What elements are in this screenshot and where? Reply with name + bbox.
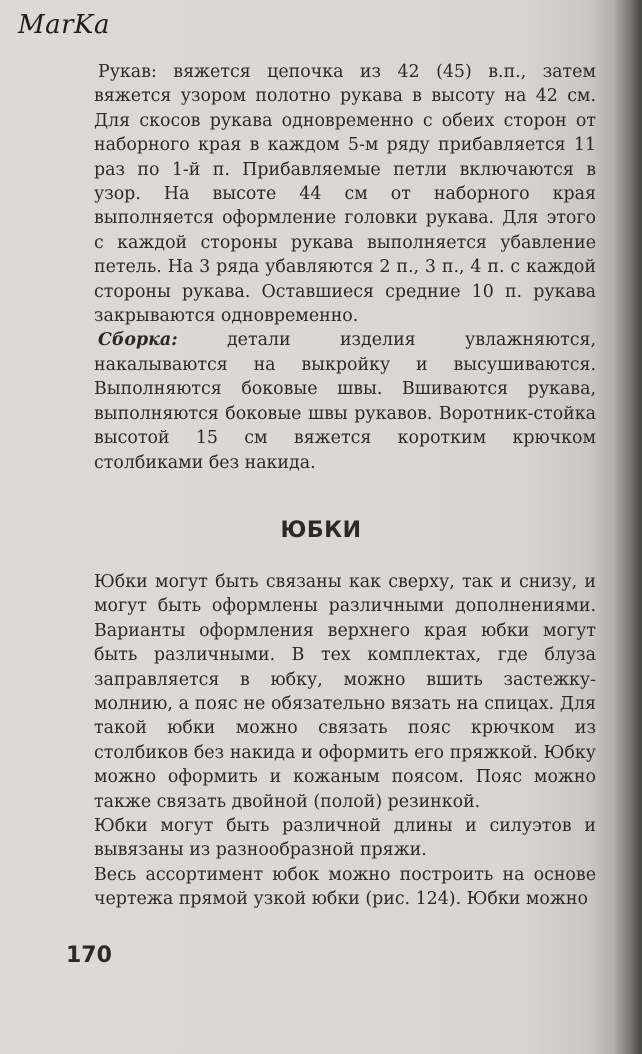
paragraph-skirts-2: Юбки могут быть различной длины и силуэтов и вывязаны из разнообразной пряжи. (94, 816, 596, 861)
paragraph-sleeve: Рукав: вяжется цепочка из 42 (45) в.п., затем вяжется узором полотно рукава в высоту на 42 см. Для скосов рукава одновременно с обеих сторон от наборного края в каждом 5-м ряду прибавляется 11 раз по 1-й п. Прибавляемые петли включаются в узор. На высоте 44 см от наборного края выполняется оформление головки рукава. Для этого с каждой стороны рукава выполняется убавление петель. На 3 ряда убавляются 2 п., 3 п., 4 п. с каждой стороны рукава. Оставшиеся средние 10 п. рукава закрываются одновременно. (94, 62, 596, 327)
assembly-text: детали изделия увлажняются, накалываются на выкройку и высушиваются. Выполняются боковые швы. Вшиваются рукава, выполняются боковые швы рукавов. Воротник-стойка высотой 15 см вяжется коротким крючком столбиками без накида. (94, 330, 596, 473)
section-heading: ЮБКИ (280, 518, 362, 543)
skirts-text (94, 570, 596, 912)
watermark: MarKa (18, 10, 110, 40)
paragraph-skirts-3: Весь ассортимент юбок можно построить на основе чертежа прямой узкой юбки (рис. 124). Юбки можно (94, 864, 596, 910)
paragraph-assembly (94, 328, 596, 474)
page-number: 170 (66, 943, 112, 968)
paragraph-skirts-1: Юбки могут быть связаны как сверху, так и снизу, и могут быть оформлены различными дополнениями. Варианты оформления верхнего края юбки могут быть различными. В тех комплектах, где блуза заправляется в юбку, можно вшить застежку-молнию, а пояс не обязательно вязать на спицах. Для такой юбки можно связать пояс крючком из столбиков без накида и оформить его пряжкой. Юбку можно оформить и кожаным поясом. Пояс можно также связать двойной (полой) резинкой. (94, 572, 596, 812)
assembly-label: Сборка: (98, 330, 178, 351)
sleeve-assembly-text (94, 60, 596, 475)
